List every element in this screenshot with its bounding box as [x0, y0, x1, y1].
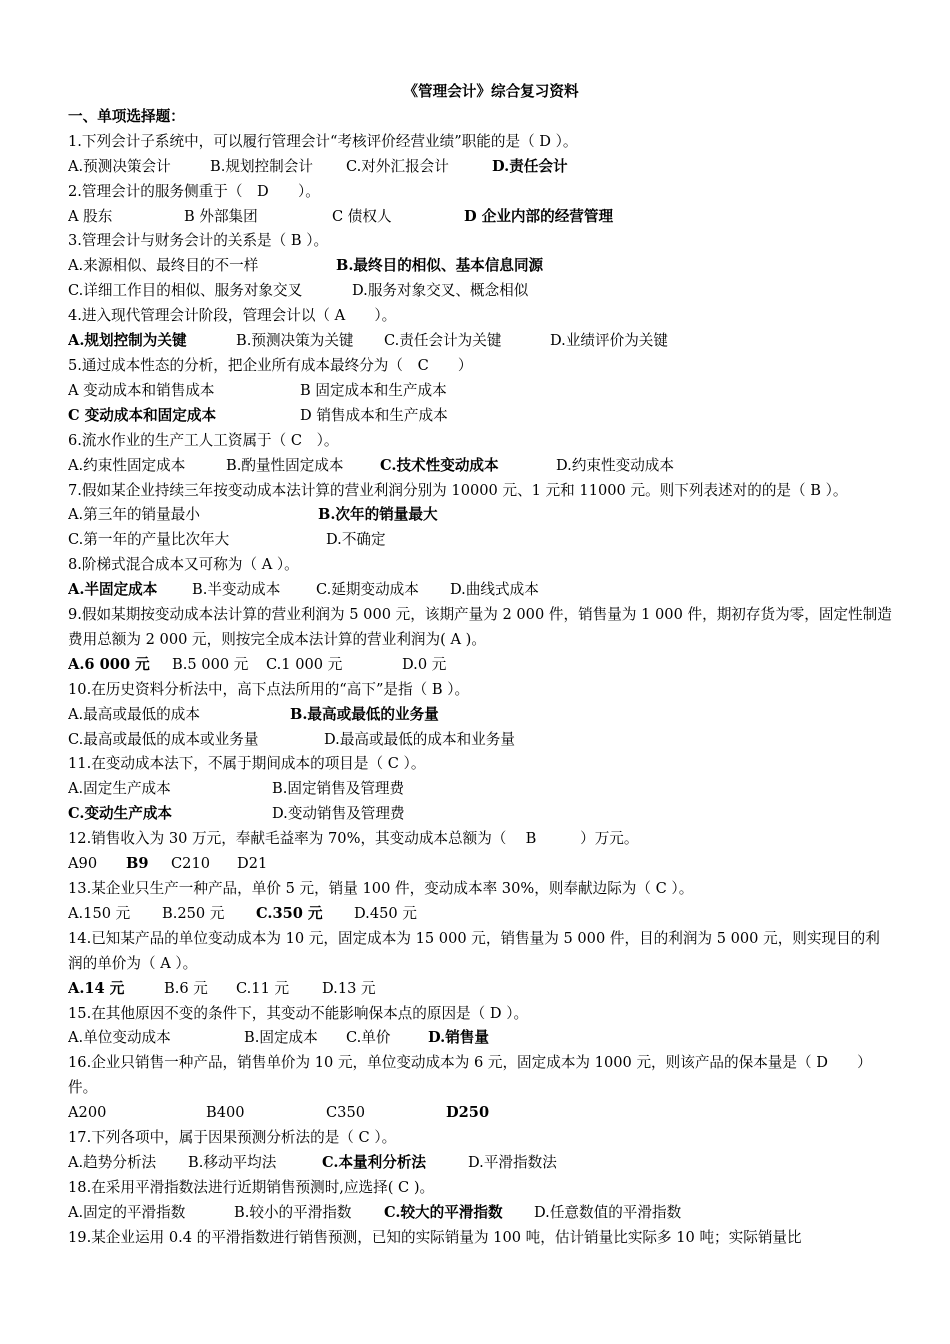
option: B.半变动成本 — [192, 581, 281, 599]
option: A.预测决策会计 — [68, 157, 171, 175]
question-text: 8.阶梯式混合成本又可称为（ A ）。 — [68, 556, 299, 574]
correct-option: B.最终目的相似、基本信息同源 — [336, 257, 544, 275]
option-row — [68, 977, 894, 1002]
correct-option: C.变动生产成本 — [68, 805, 173, 823]
question-text: 13.某企业只生产一种产品，单价 5 元，销量 100 件，变动成本率 30%，则奉献边际为（ C ）。 — [68, 880, 694, 897]
option-row — [68, 155, 894, 180]
option: D21 — [237, 855, 268, 873]
option: B.5 000 元 — [172, 655, 249, 673]
section-heading: 一、单项选择题： — [68, 107, 185, 125]
option: A.固定生产成本 — [68, 780, 171, 798]
option: C.延期变动成本 — [316, 581, 419, 599]
option-row — [68, 503, 894, 528]
question-text: 11.在变动成本法下，不属于期间成本的项目是（ C ）。 — [68, 755, 426, 773]
question-text: 6.流水作业的生产工人工资属于（ C ）。 — [68, 431, 339, 449]
option-row — [68, 852, 894, 877]
correct-option: C.技术性变动成本 — [380, 456, 499, 474]
option-row — [68, 703, 894, 728]
question-text: 17.下列各项中，属于因果预测分析法的是（ C ）。 — [68, 1129, 397, 1147]
option: C.第一年的产量比次年大 — [68, 531, 230, 549]
option: A.单位变动成本 — [68, 1029, 171, 1047]
option-row — [68, 254, 894, 279]
option: D.平滑指数法 — [468, 1153, 557, 1171]
option-row — [68, 802, 894, 827]
option: D.任意数值的平滑指数 — [534, 1203, 682, 1221]
correct-option: A.半固定成本 — [68, 581, 158, 599]
option: D.曲线式成本 — [450, 581, 539, 599]
question-text: 4.进入现代管理会计阶段，管理会计以（ A ）。 — [68, 307, 397, 325]
correct-option: A.规划控制为关键 — [68, 332, 187, 350]
option: B.较小的平滑指数 — [234, 1203, 352, 1221]
question-text: 1.下列会计子系统中，可以履行管理会计“考核评价经营业绩”职能的是（ D ）。 — [68, 132, 578, 150]
correct-option: B.次年的销量最大 — [318, 506, 438, 524]
correct-option: B.最高或最低的业务量 — [290, 705, 439, 723]
option: D.业绩评价为关键 — [550, 332, 668, 350]
option: A90 — [68, 855, 98, 873]
option: C.对外汇报会计 — [346, 157, 449, 175]
question-text: 15.在其他原因不变的条件下，其变动不能影响保本点的原因是（ D ）。 — [68, 1004, 529, 1022]
option: D.13 元 — [322, 979, 376, 997]
option: B 固定成本和生产成本 — [300, 381, 447, 399]
question-text: 10.在历史资料分析法中，高下点法所用的“高下”是指（ B ）。 — [68, 680, 470, 698]
option: C.1 000 元 — [266, 655, 343, 673]
option: A 股东 — [68, 207, 113, 225]
option-row — [68, 1101, 894, 1126]
correct-option: C.350 元 — [256, 904, 323, 922]
option: A.来源相似、最终目的不一样 — [68, 257, 259, 275]
correct-option: B9 — [126, 855, 149, 873]
option: C.最高或最低的成本或业务量 — [68, 730, 259, 748]
option: C350 — [326, 1104, 366, 1122]
option: B.移动平均法 — [188, 1153, 277, 1171]
correct-option: D 企业内部的经营管理 — [464, 207, 614, 225]
correct-option: D250 — [446, 1104, 490, 1122]
question-list — [68, 130, 894, 1251]
option: A.趋势分析法 — [68, 1153, 157, 1171]
question-text: 19.某企业运用 0.4 的平滑指数进行销售预测，已知的实际销量为 100 吨，估计销量比实际多 10 吨；实际销量比 — [68, 1228, 802, 1246]
option-row — [68, 1151, 894, 1176]
option: D.0 元 — [402, 655, 447, 673]
document-title: 《管理会计》综合复习资料 — [403, 83, 579, 100]
option: C.责任会计为关键 — [384, 332, 502, 350]
option: B 外部集团 — [184, 207, 258, 225]
option: A.150 元 — [68, 904, 131, 922]
option: D.不确定 — [326, 531, 386, 549]
option: B.固定销售及管理费 — [272, 780, 405, 798]
option: A.第三年的销量最小 — [68, 506, 200, 524]
option: C.11 元 — [236, 979, 290, 997]
question-text: 2.管理会计的服务侧重于（ D ）。 — [68, 182, 320, 200]
option: D.最高或最低的成本和业务量 — [324, 730, 515, 748]
option: C.详细工作目的相似、服务对象交叉 — [68, 282, 303, 300]
question-text: 16.企业只销售一种产品，销售单价为 10 元，单位变动成本为 6 元，固定成本为 1000 元，则该产品的保本量是（ D ）件。 — [68, 1054, 872, 1097]
option: B.规划控制会计 — [210, 157, 313, 175]
question-text: 18.在采用平滑指数法进行近期销售预测时,应选择( C )。 — [68, 1178, 435, 1196]
option: D.约束性变动成本 — [556, 456, 674, 474]
option: B.预测决策为关键 — [236, 332, 354, 350]
option: C 债权人 — [332, 207, 392, 225]
option: B.6 元 — [164, 979, 208, 997]
option-row — [68, 777, 894, 802]
option: A 变动成本和销售成本 — [68, 381, 215, 399]
correct-option: C 变动成本和固定成本 — [68, 406, 217, 424]
option-row — [68, 653, 894, 678]
question-text: 14.已知某产品的单位变动成本为 10 元，固定成本为 15 000 元，销售量为 5 000 件，目的利润为 5 000 元，则实现目的利润的单价为（ A ）。 — [68, 929, 880, 972]
option-row — [68, 1026, 894, 1051]
option-row — [68, 1201, 894, 1226]
option-row — [68, 902, 894, 927]
correct-option: D.责任会计 — [492, 157, 568, 175]
correct-option: A.14 元 — [68, 979, 125, 997]
option: B.固定成本 — [244, 1029, 318, 1047]
option-row — [68, 329, 894, 354]
option-row — [68, 528, 894, 553]
option: D 销售成本和生产成本 — [300, 406, 448, 424]
question-text: 3.管理会计与财务会计的关系是（ B ）。 — [68, 232, 329, 250]
option: D.变动销售及管理费 — [272, 805, 405, 823]
correct-option: C.本量利分析法 — [322, 1153, 427, 1171]
option: A.约束性固定成本 — [68, 456, 186, 474]
option: D.服务对象交叉、概念相似 — [352, 282, 529, 300]
correct-option: C.较大的平滑指数 — [384, 1203, 503, 1221]
option-row — [68, 279, 894, 304]
option-row — [68, 454, 894, 479]
option: A.最高或最低的成本 — [68, 705, 200, 723]
option-row — [68, 728, 894, 753]
question-text: 7.假如某企业持续三年按变动成本法计算的营业利润分别为 10000 元、1 元和 11000 元。则下列表述对的的是（ B ）。 — [68, 481, 848, 499]
correct-option: D.销售量 — [428, 1029, 489, 1047]
option: C.单价 — [346, 1029, 391, 1047]
question-text: 12.销售收入为 30 万元，奉献毛益率为 70%，其变动成本总额为（ B ）万元。 — [68, 830, 639, 848]
option: D.450 元 — [354, 904, 417, 922]
option-row — [68, 578, 894, 603]
option-row — [68, 404, 894, 429]
question-text: 9.假如某期按变动成本法计算的营业利润为 5 000 元，该期产量为 2 000 件，销售量为 1 000 件，期初存货为零，固定性制造费用总额为 2 000 元，则按完全成本法计算的营业利润为( A )。 — [68, 606, 892, 648]
option: B400 — [206, 1104, 245, 1122]
option: B.250 元 — [162, 904, 225, 922]
option: C210 — [171, 855, 211, 873]
option: B.酌量性固定成本 — [226, 456, 344, 474]
option: A200 — [68, 1104, 107, 1122]
document-page — [68, 80, 894, 1251]
option-row — [68, 379, 894, 404]
option-row — [68, 205, 894, 230]
question-text: 5.通过成本性态的分析，把企业所有成本最终分为（ C ） — [68, 356, 473, 374]
option: A.固定的平滑指数 — [68, 1203, 186, 1221]
correct-option: A.6 000 元 — [68, 655, 150, 673]
